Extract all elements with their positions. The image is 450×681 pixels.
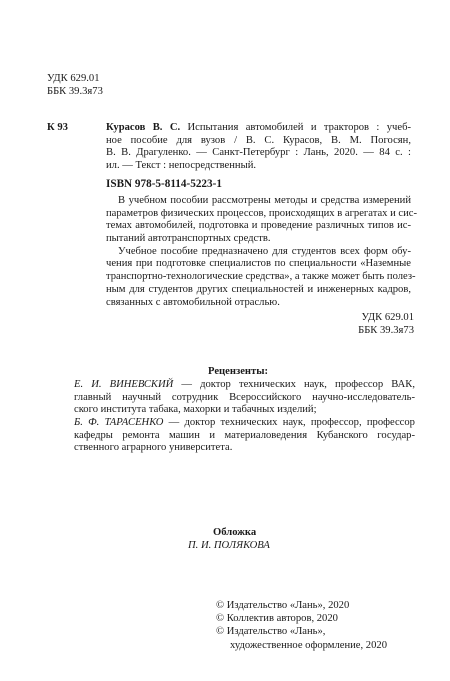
- reviewer-2-line: [74, 417, 415, 430]
- reviewers-heading: Рецензенты:: [208, 366, 269, 377]
- biblio-line-1: [106, 122, 411, 135]
- author-mark: К 93: [47, 122, 68, 133]
- reviewer-2-text: — доктор технических наук, профессор, профессор: [163, 417, 415, 429]
- cover-heading: Обложка: [213, 527, 257, 538]
- annotation-p1-line: темах автомобилей, подготовка и проведение различных типов ис-: [106, 220, 411, 232]
- udk-code: УДК 629.01: [361, 312, 414, 323]
- bbk-code: ББК 39.3я73: [47, 86, 103, 97]
- reviewer-1-line: главный научный сотрудник Всероссийского научно-исследователь-: [74, 391, 415, 403]
- copyright-line: художественное оформление, 2020: [230, 639, 387, 651]
- annotation-p2-line: транспортно-технологические средства», а также может быть полез-: [106, 271, 416, 283]
- copyright-block: [216, 600, 387, 653]
- copyright-line: © Издательство «Лань», 2020: [216, 600, 350, 611]
- biblio-title: Испытания автомобилей и тракторов : учеб-: [180, 122, 411, 133]
- reviewer-1-name: Е. И. ВИНЕВСКИЙ: [74, 379, 174, 390]
- copyright-line: © Издательство «Лань»,: [216, 626, 326, 638]
- reviewer-1-text: — доктор технических наук, профессор ВАК,: [173, 379, 415, 390]
- annotation-p1-line: пытаний автотранспортных средств.: [106, 233, 271, 245]
- reviewer-2-line: кафедры ремонта машин и материаловедения Кубанского государ-: [74, 429, 415, 441]
- copyright-line: © Коллектив авторов, 2020: [216, 613, 338, 625]
- annotation-p1-line: В учебном пособии рассмотрены методы и средства измерений: [118, 195, 411, 206]
- reviewer-1-line: ского института табака, махорки и табачных изделий;: [74, 404, 317, 416]
- udc-block-bottom: [330, 312, 414, 338]
- biblio-line-2: ное пособие для вузов / В. С. Курасов, В. М. Погосян,: [106, 134, 411, 146]
- annotation-p1-line: параметров физических процессов, происходящих в агрегатах и сис-: [106, 207, 418, 219]
- udc-block-top: [47, 73, 103, 99]
- biblio-line-3: В. В. Драгуленко. — Санкт-Петербург : Лань, 2020. — 84 с. :: [106, 147, 411, 159]
- annotation-p2-line: ным для студентов других специальностей и инженерных кадров,: [106, 283, 411, 295]
- annotation: [106, 195, 418, 309]
- reviewer-2-line: ственного аграрного университета.: [74, 442, 233, 454]
- bbk-code: ББК 39.3я73: [358, 325, 414, 336]
- annotation-p2-line: связанных с автомобильной отраслью.: [106, 296, 280, 308]
- annotation-p2-line: Учебное пособие предназначено для студентов всех форм обу-: [118, 245, 411, 257]
- author-name: Курасов В. С.: [106, 122, 181, 133]
- cover-designer: П. И. ПОЛЯКОВА: [188, 540, 270, 551]
- isbn: ISBN 978-5-8114-5223-1: [106, 178, 222, 190]
- reviewer-1-line: [74, 379, 415, 392]
- annotation-p2-line: чения при подготовке специалистов по специальности «Наземные: [106, 258, 411, 270]
- bibliographic-record: [106, 122, 411, 172]
- udk-code: УДК 629.01: [47, 73, 100, 84]
- biblio-line-4: ил. — Текст : непосредственный.: [106, 159, 257, 171]
- reviewer-2-name: Б. Ф. ТАРАСЕНКО: [74, 417, 164, 429]
- reviewers-list: [74, 379, 415, 455]
